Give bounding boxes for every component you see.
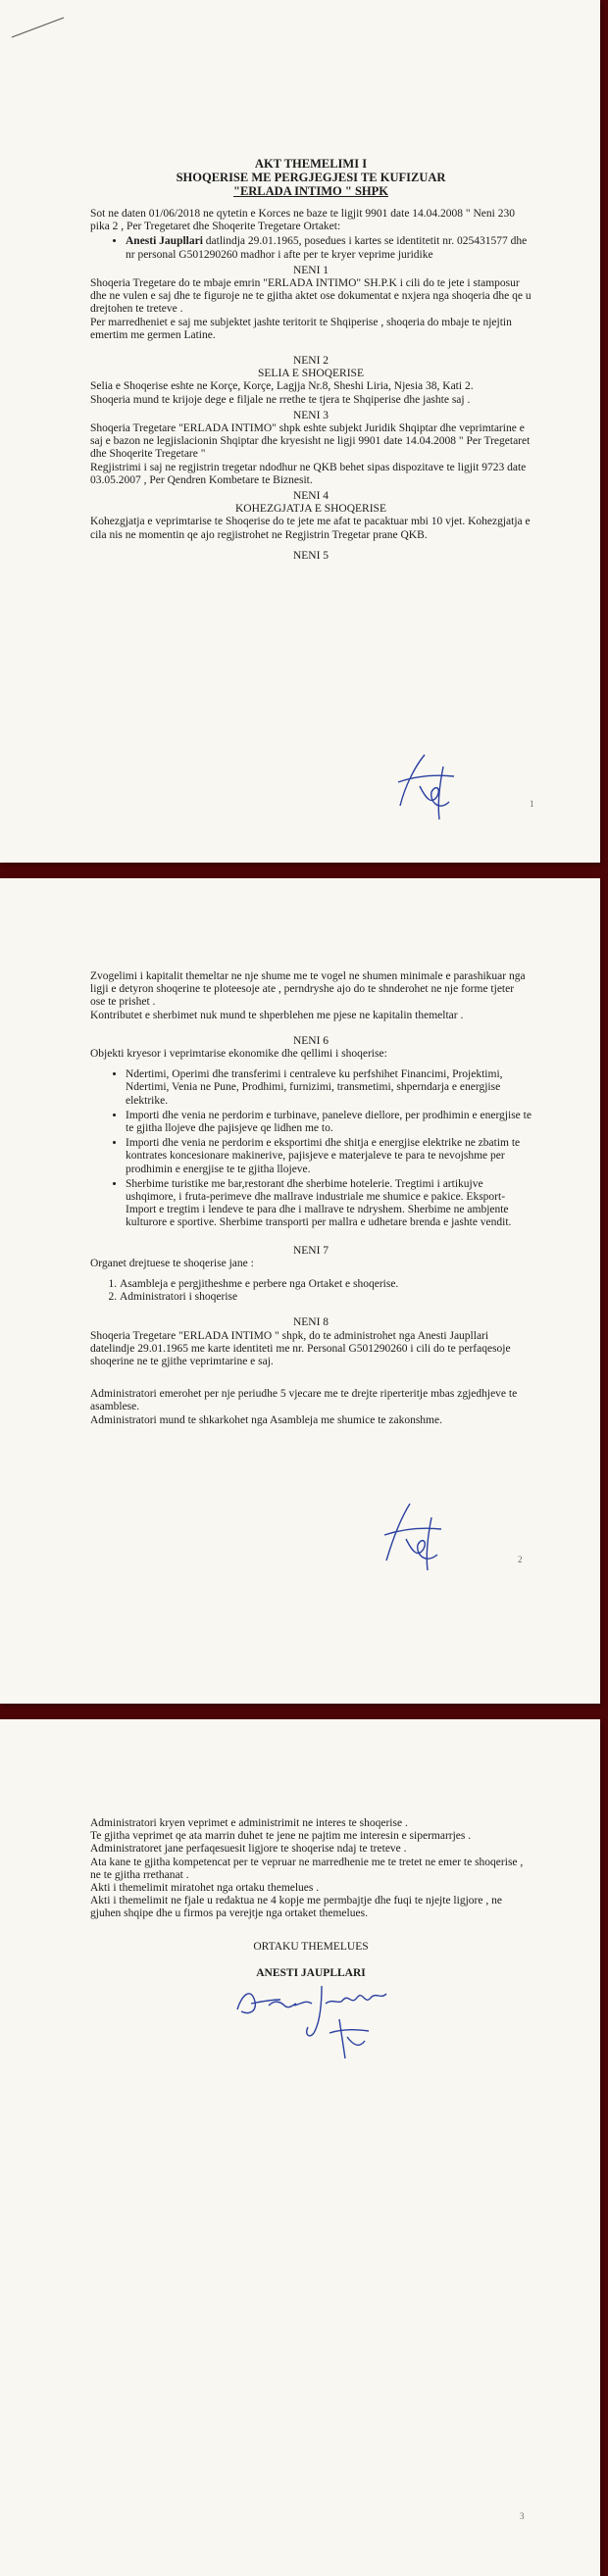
neni6-intro: Objekti kryesor i veprimtarise ekonomike dhe qellimi i shoqerise: xyxy=(90,1048,387,1061)
administrator-term-text: Administratori emerohet per nje periudhe 5 vjecare me te drejte riperteritje mbas zgjedhjeve te asamblese. xyxy=(90,1388,518,1413)
neni7-heading: NENI 7 xyxy=(292,1244,329,1257)
neni8-heading: NENI 8 xyxy=(292,1316,329,1329)
founder-name: ANESTI JAUPLLARI xyxy=(256,1966,366,1979)
document-page-3 xyxy=(0,1719,600,2576)
neni3-text-1: Shoqeria Tregetare "ERLADA INTIMO" shpk eshte subjekt Juridik Shqiptar dhe veprimtarine e saj e bazon ne legjislacionin Shqiptar dhe kryesisht ne ligji 9901 date 14.04.2008 " Per Tregetaret dhe Shoqerite Tregetare " xyxy=(90,422,531,461)
neni6-item: • Importi dhe venia ne perdorim e turbinave, paneleve diellore, per prodhimin e energjise te te gjitha llojeve dhe pajisjeve qe lidhen me to. xyxy=(126,1110,532,1135)
neni2-subheading: SELIA E SHOQERISE xyxy=(258,368,364,380)
neni6-item: • Sherbime turistike me bar,restorant dhe sherbime hotelerie. Tregtimi i artikujve ushqimore, i fruta-perimeve dhe mallrave industriale me shumice e pakice. Eksport-Import e tregtim i lendeve te para dhe i mallrave te ndryshem. Sherbime ne ambjente kulturore e sportive. Sherbime transporti per mallra e udhetare brenda e jashte vendit. xyxy=(126,1178,532,1230)
page-number: 1 xyxy=(530,799,534,809)
neni7-item: 1. Asambleja e pergjitheshme e perbere nga Ortaket e shoqerise. xyxy=(120,1278,532,1291)
scan-artifact-line xyxy=(10,12,69,41)
neni6-item: • Ndertimi, Operimi dhe transferimi i centraleve ku perfshihet Financimi, Projektimi, Ndertimi, Venia ne Pune, Prodhimi, furnizimi, transmetimi, shperndarja e energjise elektrike. xyxy=(126,1068,532,1108)
intro-paragraph: Sot ne daten 01/06/2018 ne qytetin e Korces ne baze te ligjit 9901 date 14.04.2008 " Neni 230 pika 2 , Per Tregetaret dhe Shoqerite Tregetare Ortaket: xyxy=(90,208,515,233)
title-line-1: AKT THEMELIMI I xyxy=(254,157,368,171)
founder-heading: ORTAKU THEMELUES xyxy=(253,1940,369,1953)
owner-name: Anesti Jaupllari xyxy=(126,235,203,248)
page-number: 3 xyxy=(520,2511,525,2521)
neni7-item: 2. Administratori i shoqerise xyxy=(120,1291,532,1304)
document-title xyxy=(90,157,532,198)
document-page-1 xyxy=(0,0,600,863)
page-number: 2 xyxy=(518,1555,523,1564)
neni4-heading: NENI 4 xyxy=(292,490,329,503)
company-name-title: "ERLADA INTIMO " SHPK xyxy=(233,184,388,198)
administrator-dismissal-text: Administratori mund te shkarkohet nga Asambleja me shumice te zakonshme. xyxy=(90,1413,442,1426)
contributions-text: Kontributet e sherbimet nuk mund te shperblehen me pjese ne kapitalin themeltar . xyxy=(90,1009,464,1021)
neni8-text: Shoqeria Tregetare "ERLADA INTIMO " shpk, do te administrohet nga Anesti Jaupllari datelindje 29.01.1965 me karte identiteti me nr. Personal G501290260 i cili do te perfaqesoje shoqerine ne te gjithe veprimtarine e saj. xyxy=(90,1329,511,1368)
capital-reduction-text: Zvogelimi i kapitalit themeltar ne nje shume me te vogel ne shumen minimale e parashikuar nga ligji e detyron shoqerine te ploteesoje ate , perndryshe ajo do te shnderohet ne nje forme tjeter ose te prishet . xyxy=(90,970,526,1009)
document-page-2 xyxy=(0,878,600,1704)
admin-actions-text: Administratori kryen veprimet e administrimit ne interes te shoqerise . xyxy=(90,1817,408,1829)
signature-initials xyxy=(363,1496,461,1574)
title-line-2: SHOQERISE ME PERGJEGJESI TE KUFIZUAR xyxy=(176,171,446,184)
neni7-intro: Organet drejtuese te shoqerise jane : xyxy=(90,1257,254,1269)
neni2-text-1: Selia e Shoqerise eshte ne Korçe, Korçe, Lagjja Nr.8, Sheshi Liria, Njesia 38, Kati 2. xyxy=(90,380,474,393)
neni4-subheading: KOHEZGJATJA E SHOQERISE xyxy=(235,503,386,516)
admin-representatives-text: Administratoret jane perfaqesuesit ligjore te shoqerise ndaj te treteve . xyxy=(90,1843,407,1856)
owner-details: datlindja 29.01.1965, posedues i kartes se identitetit nr. 025431577 dhe nr personal G501290260 madhor i afte per te kryer veprime juridike xyxy=(126,235,528,261)
neni6-item: • Importi dhe venia ne perdorim e eksportimi dhe shitja e energjise elektrike ne zbatim te kontrates koncesionare makinerive, pajisjeve e materjaleve te para te nevojshme per prodhimin e energjise te te gjitha llojeve. xyxy=(126,1137,532,1176)
founding-copies-text: Akti i themelimit ne fjale u redaktua ne 4 kopje me permbajtje dhe fuqi te njejte ligjore , ne gjuhen shqipe dhe u firmos pa verejtje nga ortaket themelues. xyxy=(90,1895,502,1920)
founder-signature xyxy=(231,1976,398,2064)
neni2-text-2: Shoqeria mund te krijoje dege e filjale ne rrethe te tjera te Shqiperise dhe jashte saj . xyxy=(90,393,471,406)
neni1-text-2: Per marredheniet e saj me subjektet jashte teritorit te Shqiperise , shoqeria do mbaje te njejtin emertim me germen Latine. xyxy=(90,316,512,341)
neni3-heading: NENI 3 xyxy=(292,409,329,421)
founding-approval-text: Akti i themelimit miratohet nga ortaku themelues . xyxy=(90,1882,320,1895)
neni1-text-1: Shoqeria Tregetare do te mbaje emrin "ERLADA INTIMO" SH.P.K i cili do te jete i stamposur dhe ne vulen e saj dhe te figuroje ne te gjitha aktet ose dokumentat e nxjera nga shoqeria dhe qe u drejtohen te treteve . xyxy=(90,277,532,316)
neni4-text: Kohezgjatja e veprimtarise te Shoqerise do te jete me afat te pacaktuar mbi 10 vjet. Kohezgjatja e cila nis ne momentin qe ajo regjistrohet ne Regjistrin Tregetar prane QKB. xyxy=(90,516,531,541)
signature-initials xyxy=(380,747,469,825)
neni6-heading: NENI 6 xyxy=(292,1034,329,1047)
neni2-heading: NENI 2 xyxy=(292,355,329,368)
neni1-heading: NENI 1 xyxy=(292,264,329,276)
neni5-heading: NENI 5 xyxy=(292,549,329,562)
admin-competences-text: Ata kane te gjitha kompetencat per te vepruar ne marredhenie me te tretet ne emer te shoqerise , ne te gjitha rrethanat . xyxy=(90,1856,524,1881)
admin-interest-text: Te gjitha veprimet qe ata marrin duhet te jene ne pajtim me interesin e sipermarrjes . xyxy=(90,1830,472,1843)
neni3-text-2: Regjistrimi i saj ne regjistrin tregetar ndodhur ne QKB behet sipas dispozitave te ligjit 9723 date 03.05.2007 , Per Qendren Kombetare te Biznesit. xyxy=(90,461,527,486)
owner-item xyxy=(126,235,532,261)
